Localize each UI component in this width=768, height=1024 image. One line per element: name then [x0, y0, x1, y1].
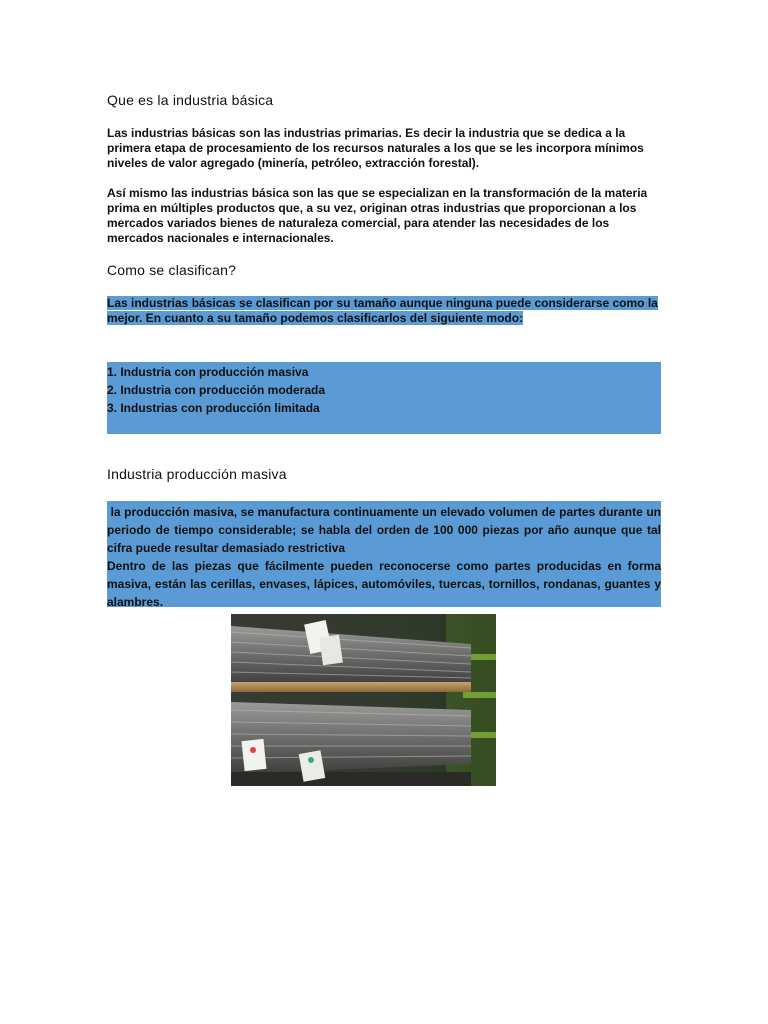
paragraph-clasificacion-intro [107, 296, 661, 326]
paragraph-definition: Las industrias básicas son las industrias primarias. Es decir la industria que se dedica a la primera etapa de procesamiento de los recursos naturales a los que se les incorpora mínimos niveles de valor agregado (minería, petróleo, extracción forestal). [107, 126, 644, 170]
masiva-highlight-block [107, 501, 665, 609]
highlighted-text: Las industrias básicas se clasifican por su tamaño aunque ninguna puede considerarse como la mejor. En cuanto a su tamaño podemos clasificarlos del siguiente modo: [107, 296, 658, 325]
list-item: 3. Industrias con producción limitada [107, 401, 320, 415]
paragraph-piezas: Dentro de las piezas que fácilmente pueden reconocerse como partes producidas en forma masiva, están las cerillas, envases, lápices, automóviles, tuercas, tornillos, rondanas, guantes y alambres. [107, 559, 661, 609]
heading-que-es: Que es la industria básica [107, 92, 274, 108]
paragraph-masiva: la producción masiva, se manufactura continuamente un elevado volumen de partes durante un periodo de tiempo considerable; se habla del orden de 100 000 piezas por año aunque que tal cifra puede resultar demasiado restrictiva [107, 505, 665, 555]
steel-rebar-photo [231, 614, 496, 786]
list-item: 1. Industria con producción masiva [107, 365, 309, 379]
paragraph-especializan: Así mismo las industrias básica son las que se especializan en la transformación de la materia prima en múltiples productos que, a su vez, originan otras industrias que proporcionan a los mercados variados bienes de naturaleza comercial, para atender las necesidades de los mercados nacionales e internacionales. [107, 186, 648, 245]
classification-list [107, 362, 661, 434]
heading-produccion-masiva: Industria producción masiva [107, 466, 287, 482]
heading-como-se-clasifican: Como se clasifican? [107, 262, 237, 278]
list-item: 2. Industria con producción moderada [107, 383, 326, 397]
